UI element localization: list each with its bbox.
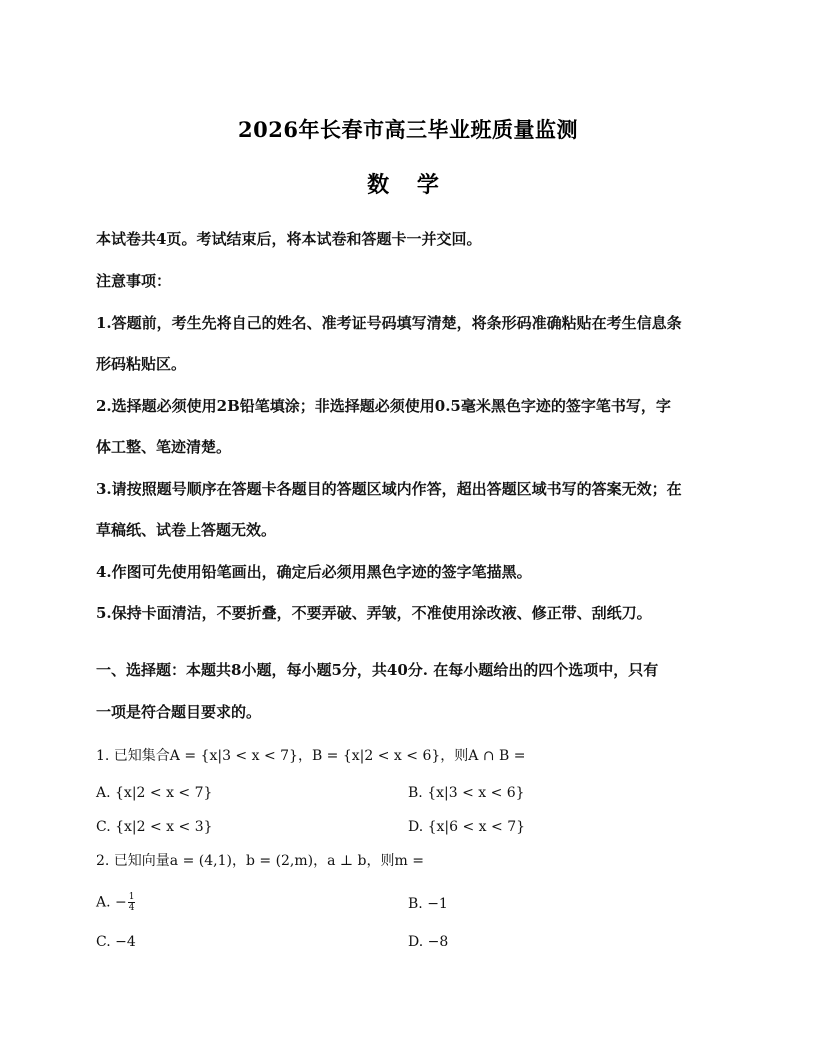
notice-4: 4.作图可先使用铅笔画出，确定后必须用黑色字迹的签字笔描黑。 (96, 563, 532, 581)
notice-1-line-2: 形码粘贴区。 (96, 355, 187, 373)
fraction (128, 892, 136, 913)
question-1-option-d: D. {x|6 < x < 7} (408, 819, 526, 835)
subject-title: 数 学 (367, 172, 449, 198)
question-2-option-c: C. −4 (96, 934, 136, 950)
question-2-option-a (96, 892, 135, 913)
question-1-stem: 1. 已知集合A = {x|3 < x < 7}，B = {x|2 < x < 6}，则A ∩ B = (96, 748, 526, 764)
notice-1-line-1: 1.答题前，考生先将自己的姓名、准考证号码填写清楚，将条形码准确粘贴在考生信息条 (96, 314, 682, 332)
notice-2-line-2: 体工整、笔迹清楚。 (96, 438, 232, 456)
question-1-option-b: B. {x|3 < x < 6} (408, 785, 525, 801)
notice-3-line-1: 3.请按照题号顺序在答题卡各题目的答题区域内作答，超出答题区域书写的答案无效；在 (96, 480, 682, 498)
exam-title: 2026年长春市高三毕业班质量监测 (238, 117, 578, 142)
question-1-option-c: C. {x|2 < x < 3} (96, 819, 213, 835)
section-1-heading-line-2: 一项是符合题目要求的。 (96, 703, 262, 721)
fraction-denominator: 4 (128, 903, 135, 913)
fraction-numerator: 1 (128, 892, 135, 902)
question-1-option-a: A. {x|2 < x < 7} (96, 785, 213, 801)
notice-heading: 注意事项： (96, 272, 172, 290)
intro-text: 本试卷共4页。考试结束后，将本试卷和答题卡一并交回。 (96, 230, 482, 248)
option-a-prefix: A. − (96, 894, 127, 911)
question-2-stem: 2. 已知向量a = (4,1)，b = (2,m)，a ⊥ b，则m = (96, 853, 424, 869)
notice-5: 5.保持卡面清洁，不要折叠，不要弄破、弄皱，不准使用涂改液、修正带、刮纸刀。 (96, 604, 652, 622)
notice-2-line-1: 2.选择题必须使用2B铅笔填涂；非选择题必须使用0.5毫米黑色字迹的签字笔书写，字 (96, 397, 671, 415)
section-1-heading-line-1: 一、选择题：本题共8小题，每小题5分，共40分. 在每小题给出的四个选项中，只有 (96, 661, 659, 679)
question-2-option-b: B. −1 (408, 896, 448, 912)
notice-3-line-2: 草稿纸、试卷上答题无效。 (96, 521, 277, 539)
question-2-option-d: D. −8 (408, 934, 449, 950)
